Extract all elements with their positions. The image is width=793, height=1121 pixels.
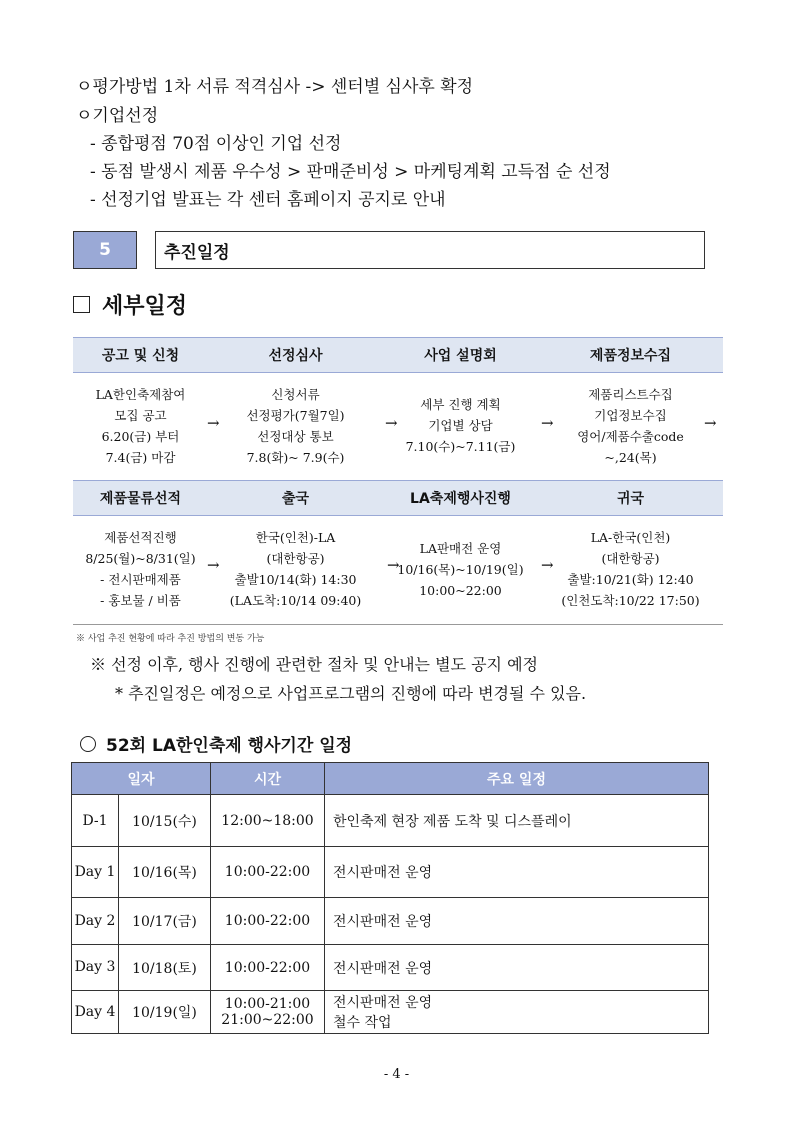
arrow-right-icon: →	[387, 556, 400, 574]
cell-line: LA-한국(인천)	[590, 530, 671, 545]
schedule-cell	[73, 514, 208, 624]
cell-line: 세부 진행 계획	[420, 397, 501, 412]
schedule-header: 선정심사	[268, 348, 323, 364]
table-row	[72, 945, 709, 991]
arrow-right-icon: →	[207, 414, 220, 432]
cell-line: 선정대상 통보	[257, 428, 334, 444]
date-cell: 10/16(목)	[119, 847, 211, 898]
cell-line: 8/25(월)~8/31(일)	[85, 551, 196, 566]
time-line: 21:00~22:00	[221, 1012, 314, 1028]
time-cell: 10:00-22:00	[211, 898, 325, 945]
cell-line: (인천도착:10/22 17:50)	[561, 593, 700, 608]
cell-line: 한국(인천)-LA	[255, 530, 336, 545]
cell-line: ~,24(목)	[604, 449, 657, 465]
cell-line: (LA도착:10/14 09:40)	[229, 593, 362, 608]
schedule-cell	[208, 514, 383, 624]
column-header: 일자	[72, 763, 211, 795]
cell-line: 신청서류	[271, 386, 320, 402]
table-row	[72, 898, 709, 945]
desc-cell: 전시판매전 운영	[325, 945, 709, 991]
schedule-body-row-1	[73, 371, 723, 481]
arrow-right-icon: →	[385, 414, 398, 432]
schedule-header: 사업 설명회	[424, 348, 497, 364]
schedule-header-row-2	[73, 480, 723, 516]
table-header-row	[72, 763, 709, 795]
schedule-header: 제품정보수집	[589, 348, 672, 364]
arrow-right-icon: →	[541, 414, 554, 432]
selection-criteria-2: - 동점 발생시 제품 우수성 > 판매준비성 > 마케팅계획 고득점 순 선정	[90, 162, 611, 182]
cell-line: 모집 공고	[114, 407, 167, 423]
selection-criteria-3: - 선정기업 발표는 각 센터 홈페이지 공지로 안내	[90, 190, 446, 210]
cell-line: - 전시판매제품	[100, 572, 181, 587]
table-row	[72, 795, 709, 847]
desc-cell: 전시판매전 운영	[325, 847, 709, 898]
column-header: 주요 일정	[325, 763, 709, 795]
page-number: - 4 -	[383, 1067, 410, 1082]
date-cell: 10/19(일)	[119, 991, 211, 1034]
date-cell: 10/15(수)	[119, 795, 211, 847]
note-line-1: ※ 선정 이후, 행사 진행에 관련한 절차 및 안내는 별도 공지 예정	[90, 655, 538, 674]
day-cell: D-1	[72, 795, 119, 847]
cell-line: 기업별 상담	[428, 418, 493, 433]
section-number: 5	[73, 231, 137, 269]
cell-line: 제품리스트수집	[588, 386, 673, 402]
cell-line: 7.4(금) 마감	[105, 449, 176, 465]
cell-line: 6.20(금) 부터	[101, 428, 180, 444]
eval-method-line: ㅇ평가방법 1차 서류 적격심사 -> 센터별 심사후 확정	[76, 77, 474, 97]
cell-line: LA한인축제참여	[95, 386, 186, 402]
time-line: 10:00-21:00	[224, 996, 311, 1012]
cell-line: 7.8(화)~ 7.9(수)	[246, 449, 345, 465]
table-row	[72, 991, 709, 1034]
desc-cell	[325, 991, 709, 1034]
cell-line: LA판매전 운영	[419, 540, 502, 556]
schedule-header: 출국	[281, 491, 310, 507]
circle-bullet-icon	[80, 736, 96, 752]
day-cell: Day 2	[72, 898, 119, 945]
section-title: 추진일정	[155, 231, 705, 269]
detail-heading-text: 세부일정	[102, 294, 188, 319]
date-cell: 10/17(금)	[119, 898, 211, 945]
schedule-cell	[208, 371, 383, 480]
desc-cell: 전시판매전 운영	[325, 898, 709, 945]
cell-line: 출발10/14(화) 14:30	[234, 572, 357, 587]
note-line-2: * 추진일정은 예정으로 사업프로그램의 진행에 따라 변경될 수 있음.	[115, 684, 587, 703]
schedule-cell	[538, 514, 723, 624]
schedule-header: 공고 및 신청	[101, 348, 180, 364]
table-row	[72, 847, 709, 898]
time-cell: 10:00-22:00	[211, 945, 325, 991]
arrow-right-icon: →	[704, 414, 717, 432]
time-cell	[211, 991, 325, 1034]
schedule-header: LA축제행사진행	[410, 491, 511, 507]
selection-criteria-1: - 종합평점 70점 이상인 기업 선정	[90, 134, 342, 154]
event-heading-text: 52회 LA한인축제 행사기간 일정	[106, 736, 353, 756]
cell-line: 10/16(목)~10/19(일)	[397, 561, 524, 577]
cell-line: (대한항공)	[601, 551, 660, 566]
column-header: 시간	[211, 763, 325, 795]
cell-line: (대한항공)	[266, 551, 325, 566]
schedule-cell	[383, 371, 538, 480]
date-cell: 10/18(토)	[119, 945, 211, 991]
schedule-header-row-1	[73, 337, 723, 373]
schedule-cell	[538, 371, 723, 480]
time-cell: 10:00-22:00	[211, 847, 325, 898]
cell-line: 7.10(수)~7.11(금)	[405, 439, 516, 454]
detail-schedule-heading	[73, 289, 187, 320]
event-heading	[80, 731, 352, 756]
schedule-header: 제품물류선적	[99, 491, 182, 507]
cell-line: 출발:10/21(화) 12:40	[567, 572, 694, 587]
checkbox-square-icon	[73, 296, 90, 313]
schedule-footnote: ※ 사업 추진 현황에 따라 추진 방법의 변동 가능	[76, 634, 265, 644]
day-cell: Day 1	[72, 847, 119, 898]
desc-cell: 한인축제 현장 제품 도착 및 디스플레이	[325, 795, 709, 847]
arrow-right-icon: →	[207, 556, 220, 574]
event-schedule-table	[71, 762, 709, 1034]
time-cell: 12:00~18:00	[211, 795, 325, 847]
schedule-cell	[73, 371, 208, 480]
schedule-header: 귀국	[616, 491, 645, 507]
cell-line: 선정평가(7월7일)	[246, 407, 345, 423]
arrow-right-icon: →	[541, 556, 554, 574]
day-cell: Day 4	[72, 991, 119, 1034]
cell-line: - 홍보물 / 비품	[100, 593, 181, 608]
cell-line: 제품선적진행	[104, 530, 177, 545]
schedule-cell	[383, 514, 538, 624]
cell-line: 영어/제품수출code	[577, 428, 684, 444]
day-cell: Day 3	[72, 945, 119, 991]
company-selection-line: ㅇ기업선정	[76, 106, 159, 126]
cell-line: 10:00~22:00	[419, 582, 502, 598]
cell-line: 기업정보수집	[594, 407, 667, 423]
desc-line: 철수 작업	[333, 1015, 392, 1031]
desc-line: 전시판매전 운영	[333, 995, 433, 1011]
